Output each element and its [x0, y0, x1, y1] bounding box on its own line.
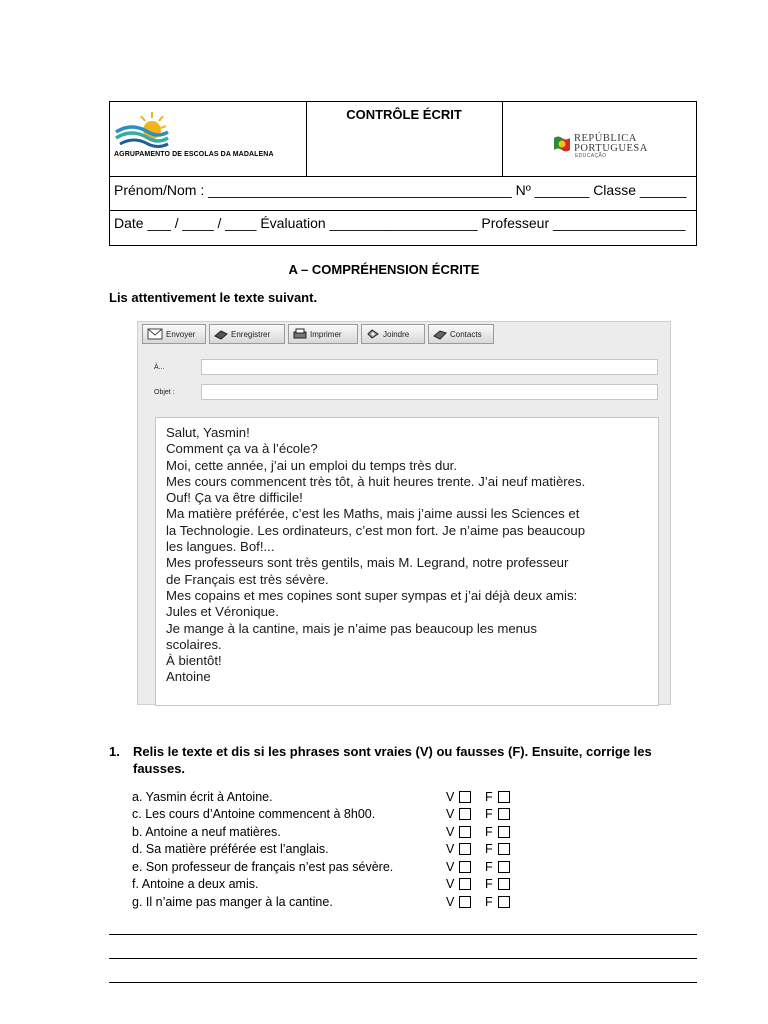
envelope-icon: [147, 328, 163, 340]
body-line: À bientôt!: [166, 653, 222, 669]
answer-line[interactable]: [109, 958, 697, 959]
date-line[interactable]: Date ___ / ____ / ____ Évaluation ___________________ Professeur _________________: [114, 215, 686, 231]
false-checkbox[interactable]: [498, 861, 510, 873]
statement-b: b. Antoine a neuf matières.: [132, 825, 281, 839]
section-title: A – COMPRÉHENSION ÉCRITE: [288, 262, 480, 277]
f-label: F: [485, 842, 493, 856]
republic-name: [574, 134, 648, 154]
v-label: V: [446, 842, 455, 856]
false-checkbox[interactable]: [498, 791, 510, 803]
body-line: les langues. Bof!...: [166, 539, 275, 555]
body-line: Moi, cette année, j’ai un emploi du temps très dur.: [166, 457, 458, 473]
republic-line2: PORTUGUESA: [574, 143, 648, 154]
body-line: Antoine: [166, 669, 211, 685]
header-table: [109, 101, 697, 246]
f-label: F: [485, 895, 493, 909]
false-checkbox[interactable]: [498, 878, 510, 890]
to-input[interactable]: [201, 359, 658, 375]
school-cell: [110, 102, 307, 176]
f-label: F: [485, 807, 493, 821]
attach-label: Joindre: [383, 329, 410, 339]
true-checkbox[interactable]: [459, 791, 471, 803]
print-label: Imprimer: [310, 329, 342, 339]
statement-d: d. Sa matière préférée est l’anglais.: [132, 842, 329, 856]
f-label: F: [485, 825, 493, 839]
subject-input[interactable]: [201, 384, 658, 400]
body-line: Mes cours commencent très tôt, à huit heures trente. J’ai neuf matières.: [166, 473, 586, 489]
school-name: AGRUPAMENTO DE ESCOLAS DA MADALENA: [114, 151, 274, 158]
true-checkbox[interactable]: [459, 861, 471, 873]
body-line: Mes copains et mes copines sont super sympas et j’ai déjà deux amis:: [166, 587, 578, 603]
republic-cell: [502, 102, 696, 176]
question-number: 1.: [109, 744, 120, 759]
true-checkbox[interactable]: [459, 826, 471, 838]
body-line: Salut, Yasmin!: [166, 425, 250, 440]
republic-ministry: EDUCAÇÃO: [575, 153, 607, 159]
true-checkbox[interactable]: [459, 843, 471, 855]
save-icon: [214, 328, 228, 340]
answer-line[interactable]: [109, 982, 697, 983]
body-line: scolaires.: [166, 636, 222, 652]
statement-f: f. Antoine a deux amis.: [132, 877, 259, 891]
save-label: Enregistrer: [231, 329, 271, 339]
republic-line1: REPÚBLICA: [574, 133, 637, 144]
contacts-button[interactable]: [428, 324, 494, 344]
name-row: [110, 176, 696, 211]
name-line[interactable]: Prénom/Nom : _______________________________________ Nº _______ Classe ______: [114, 182, 687, 198]
contacts-book-icon: [433, 328, 447, 340]
false-checkbox[interactable]: [498, 808, 510, 820]
date-row: [110, 210, 696, 245]
body-line: Ouf! Ça va être difficile!: [166, 490, 303, 506]
body-line: Jules et Véronique.: [166, 604, 279, 620]
subject-label: Objet :: [154, 389, 175, 396]
statement-e: e. Son professeur de français n’est pas sévère.: [132, 860, 394, 874]
v-label: V: [446, 877, 455, 891]
true-checkbox[interactable]: [459, 896, 471, 908]
statement-c: c. Les cours d’Antoine commencent à 8h00.: [132, 807, 376, 821]
email-window: [137, 321, 671, 705]
printer-icon: [293, 328, 307, 340]
body-line: Je mange à la cantine, mais je n’aime pas beaucoup les menus: [166, 620, 537, 636]
v-label: V: [446, 790, 455, 804]
message-body[interactable]: [155, 417, 659, 706]
true-checkbox[interactable]: [459, 878, 471, 890]
false-checkbox[interactable]: [498, 826, 510, 838]
school-logo-icon: [114, 108, 170, 150]
instruction: Lis attentivement le texte suivant.: [109, 290, 318, 305]
answer-line[interactable]: [109, 934, 697, 935]
print-button[interactable]: [288, 324, 358, 344]
body-line: Ma matière préférée, c’est les Maths, mais j’aime aussi les Sciences et: [166, 506, 580, 522]
document-title: CONTRÔLE ÉCRIT: [346, 107, 462, 122]
republic-flag-icon: [552, 134, 572, 152]
attach-button[interactable]: [361, 324, 425, 344]
f-label: F: [485, 877, 493, 891]
body-line: Comment ça va à l’école?: [166, 441, 318, 457]
statement-a: a. Yasmin écrit à Antoine.: [132, 790, 273, 804]
send-label: Envoyer: [166, 329, 196, 339]
statement-g: g. Il n’aime pas manger à la cantine.: [132, 895, 333, 909]
f-label: F: [485, 860, 493, 874]
true-checkbox[interactable]: [459, 808, 471, 820]
v-label: V: [446, 807, 455, 821]
false-checkbox[interactable]: [498, 896, 510, 908]
send-button[interactable]: [142, 324, 206, 344]
title-cell: [306, 102, 503, 176]
attach-icon: [366, 328, 380, 340]
to-label: À...: [154, 364, 165, 371]
save-button[interactable]: [209, 324, 285, 344]
false-checkbox[interactable]: [498, 843, 510, 855]
contacts-label: Contacts: [450, 329, 482, 339]
v-label: V: [446, 860, 455, 874]
v-label: V: [446, 825, 455, 839]
f-label: F: [485, 790, 493, 804]
body-line: de Français est très sévère.: [166, 571, 329, 587]
v-label: V: [446, 895, 455, 909]
body-line: la Technologie. Les ordinateurs, c’est mon fort. Je n’aime pas beaucoup: [166, 522, 586, 538]
question-text: Relis le texte et dis si les phrases sont vraies (V) ou fausses (F). Ensuite, corrige les fausses.: [133, 744, 652, 776]
body-line: Mes professeurs sont très gentils, mais M. Legrand, notre professeur: [166, 555, 569, 571]
header-top-row: [110, 102, 696, 177]
